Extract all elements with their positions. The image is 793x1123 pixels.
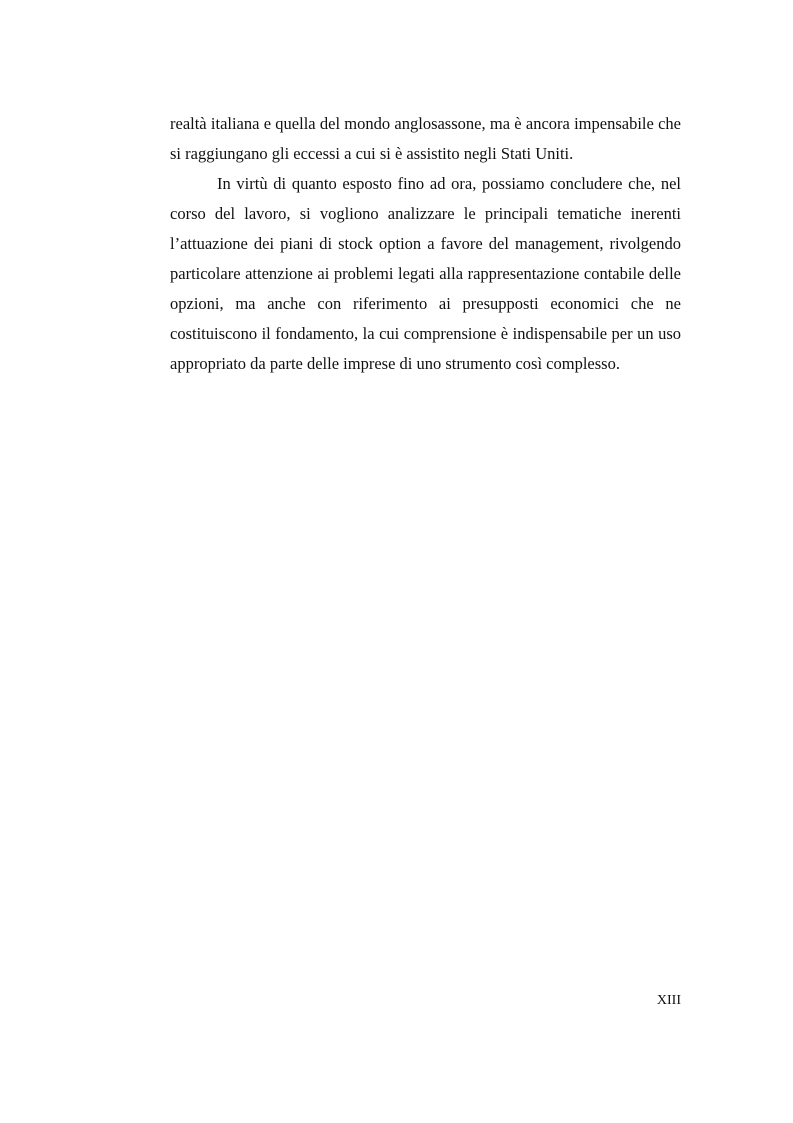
- body-text: [170, 109, 681, 379]
- paragraph-continued: realtà italiana e quella del mondo anglosassone, ma è ancora impensabile che si raggiungano gli eccessi a cui si è assistito negli Stati Uniti.: [170, 114, 681, 163]
- page-number: XIII: [656, 993, 681, 1008]
- paragraph-conclusion: In virtù di quanto esposto fino ad ora, possiamo concludere che, nel corso del lavoro, si vogliono analizzare le principali tematiche inerenti l’attuazione dei piani di stock option a favore del management, rivolgendo particolare attenzione ai problemi legati alla rappresentazione contabile delle opzioni, ma anche con riferimento ai presupposti economici che ne costituiscono il fondamento, la cui comprensione è indispensabile per un uso appropriato da parte delle imprese di uno strumento così complesso.: [170, 174, 681, 373]
